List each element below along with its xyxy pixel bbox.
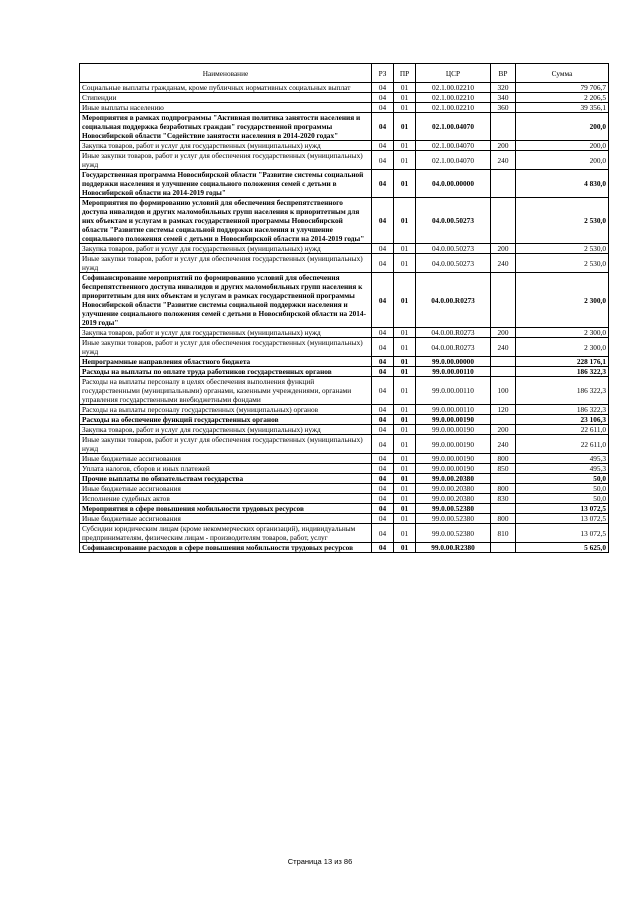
- table-row: [80, 244, 609, 254]
- cell-csr: 99.0.00.00110: [416, 367, 491, 377]
- cell-pr: 01: [394, 151, 416, 170]
- cell-csr: 02.1.00.04070: [416, 141, 491, 151]
- cell-pr: 01: [394, 170, 416, 198]
- cell-pr: 01: [394, 113, 416, 141]
- cell-vr: 100: [491, 377, 516, 405]
- cell-pr: 01: [394, 141, 416, 151]
- cell-pr: 01: [394, 244, 416, 254]
- cell-sum: 4 830,0: [516, 170, 609, 198]
- cell-csr: 02.1.00.02210: [416, 83, 491, 93]
- cell-csr: 99.0.00.00190: [416, 435, 491, 454]
- cell-rz: 04: [372, 543, 394, 553]
- cell-sum: 495,3: [516, 454, 609, 464]
- cell-vr: [491, 170, 516, 198]
- cell-vr: [491, 474, 516, 484]
- cell-rz: 04: [372, 435, 394, 454]
- cell-pr: 01: [394, 367, 416, 377]
- cell-rz: 04: [372, 454, 394, 464]
- cell-sum: 186 322,3: [516, 377, 609, 405]
- table-row: [80, 484, 609, 494]
- table-row: [80, 474, 609, 484]
- cell-sum: 228 176,1: [516, 357, 609, 367]
- cell-vr: [491, 113, 516, 141]
- cell-pr: 01: [394, 494, 416, 504]
- cell-vr: [491, 273, 516, 328]
- cell-sum: 200,0: [516, 141, 609, 151]
- cell-vr: 830: [491, 494, 516, 504]
- cell-rz: 04: [372, 524, 394, 543]
- cell-vr: [491, 415, 516, 425]
- table-row: [80, 103, 609, 113]
- cell-pr: 01: [394, 93, 416, 103]
- cell-sum: 186 322,3: [516, 367, 609, 377]
- cell-pr: 01: [394, 474, 416, 484]
- cell-name: Закупка товаров, работ и услуг для государственных (муниципальных) нужд: [80, 244, 372, 254]
- table-row: [80, 338, 609, 357]
- cell-pr: 01: [394, 454, 416, 464]
- header-csr: ЦСР: [416, 64, 491, 83]
- cell-vr: 800: [491, 484, 516, 494]
- cell-vr: 850: [491, 464, 516, 474]
- table-row: [80, 357, 609, 367]
- cell-sum: 2 530,0: [516, 244, 609, 254]
- cell-csr: 99.0.00.52380: [416, 514, 491, 524]
- cell-csr: 99.0.00.00190: [416, 454, 491, 464]
- cell-name: Софинансирование расходов в сфере повышения мобильности трудовых ресурсов: [80, 543, 372, 553]
- table-row: [80, 524, 609, 543]
- cell-sum: 2 530,0: [516, 254, 609, 273]
- cell-sum: 5 625,0: [516, 543, 609, 553]
- cell-csr: 02.1.00.04070: [416, 113, 491, 141]
- cell-rz: 04: [372, 141, 394, 151]
- cell-vr: 800: [491, 514, 516, 524]
- cell-csr: 99.0.00.52380: [416, 524, 491, 543]
- cell-name: Закупка товаров, работ и услуг для государственных (муниципальных) нужд: [80, 328, 372, 338]
- cell-name: Иные закупки товаров, работ и услуг для обеспечения государственных (муниципальных) нужд: [80, 435, 372, 454]
- cell-pr: 01: [394, 464, 416, 474]
- cell-name: Иные бюджетные ассигнования: [80, 514, 372, 524]
- cell-pr: 01: [394, 83, 416, 93]
- table-row: [80, 504, 609, 514]
- cell-vr: [491, 367, 516, 377]
- cell-pr: 01: [394, 484, 416, 494]
- cell-rz: 04: [372, 198, 394, 244]
- table-body: [80, 83, 609, 553]
- cell-pr: 01: [394, 198, 416, 244]
- cell-sum: 50,0: [516, 474, 609, 484]
- cell-name: Иные закупки товаров, работ и услуг для обеспечения государственных (муниципальных) нужд: [80, 338, 372, 357]
- cell-rz: 04: [372, 338, 394, 357]
- cell-vr: 810: [491, 524, 516, 543]
- cell-csr: 99.0.00.00190: [416, 425, 491, 435]
- cell-sum: 23 106,3: [516, 415, 609, 425]
- cell-sum: 22 611,0: [516, 435, 609, 454]
- cell-name: Мероприятия в сфере повышения мобильности трудовых ресурсов: [80, 504, 372, 514]
- cell-sum: 39 356,1: [516, 103, 609, 113]
- cell-pr: 01: [394, 328, 416, 338]
- cell-csr: 99.0.00.20380: [416, 494, 491, 504]
- cell-pr: 01: [394, 273, 416, 328]
- cell-name: Расходы на выплаты персоналу государственных (муниципальных) органов: [80, 405, 372, 415]
- cell-csr: 99.0.00.00190: [416, 415, 491, 425]
- cell-name: Иные выплаты населению: [80, 103, 372, 113]
- cell-csr: 04.0.00.R0273: [416, 273, 491, 328]
- header-vr: ВР: [491, 64, 516, 83]
- cell-rz: 04: [372, 170, 394, 198]
- cell-vr: 240: [491, 338, 516, 357]
- cell-csr: 99.0.00.00000: [416, 357, 491, 367]
- cell-pr: 01: [394, 415, 416, 425]
- table-row: [80, 377, 609, 405]
- cell-rz: 04: [372, 151, 394, 170]
- cell-sum: 22 611,0: [516, 425, 609, 435]
- table-row: [80, 141, 609, 151]
- cell-csr: 02.1.00.02210: [416, 103, 491, 113]
- table-row: [80, 543, 609, 553]
- cell-sum: 2 206,5: [516, 93, 609, 103]
- table-row: [80, 435, 609, 454]
- cell-rz: 04: [372, 474, 394, 484]
- table-row: [80, 367, 609, 377]
- cell-sum: 200,0: [516, 113, 609, 141]
- table-row: [80, 273, 609, 328]
- table-row: [80, 494, 609, 504]
- cell-pr: 01: [394, 377, 416, 405]
- table-row: [80, 514, 609, 524]
- cell-pr: 01: [394, 514, 416, 524]
- cell-name: Закупка товаров, работ и услуг для государственных (муниципальных) нужд: [80, 141, 372, 151]
- cell-rz: 04: [372, 484, 394, 494]
- cell-rz: 04: [372, 405, 394, 415]
- cell-rz: 04: [372, 357, 394, 367]
- table-row: [80, 113, 609, 141]
- cell-rz: 04: [372, 494, 394, 504]
- cell-name: Расходы на выплаты по оплате труда работников государственных органов: [80, 367, 372, 377]
- cell-csr: 04.0.00.50273: [416, 198, 491, 244]
- cell-csr: 99.0.00.52380: [416, 504, 491, 514]
- cell-rz: 04: [372, 328, 394, 338]
- cell-sum: 13 072,5: [516, 514, 609, 524]
- cell-sum: 13 072,5: [516, 504, 609, 514]
- cell-pr: 01: [394, 524, 416, 543]
- cell-rz: 04: [372, 83, 394, 93]
- cell-name: Расходы на выплаты персоналу в целях обеспечения выполнения функций государственными (муниципальными) органами, казенными учреждениями, органами управления государственными внебюджетными фондами: [80, 377, 372, 405]
- cell-csr: 99.0.00.R2380: [416, 543, 491, 553]
- cell-pr: 01: [394, 357, 416, 367]
- table-row: [80, 83, 609, 93]
- cell-vr: [491, 198, 516, 244]
- cell-name: Иные бюджетные ассигнования: [80, 484, 372, 494]
- cell-name: Иные бюджетные ассигнования: [80, 454, 372, 464]
- cell-rz: 04: [372, 244, 394, 254]
- cell-csr: 04.0.00.R0273: [416, 338, 491, 357]
- cell-rz: 04: [372, 425, 394, 435]
- cell-csr: 04.0.00.00000: [416, 170, 491, 198]
- cell-name: Уплата налогов, сборов и иных платежей: [80, 464, 372, 474]
- cell-name: Исполнение судебных актов: [80, 494, 372, 504]
- cell-name: Мероприятия по формированию условий для обеспечения беспрепятственного доступа инвалидов и других маломобильных групп населения к приоритетным для них объектам и услугам в рамках государственной программы Новосибирской области "Развитие системы социальной поддержки населения и улучшение социального положения семей с детьми в Новосибирской области на 2014-2019 годы": [80, 198, 372, 244]
- cell-pr: 01: [394, 504, 416, 514]
- table-row: [80, 151, 609, 170]
- cell-rz: 04: [372, 514, 394, 524]
- cell-name: Стипендии: [80, 93, 372, 103]
- cell-vr: [491, 543, 516, 553]
- cell-pr: 01: [394, 425, 416, 435]
- cell-pr: 01: [394, 405, 416, 415]
- cell-csr: 99.0.00.20380: [416, 484, 491, 494]
- cell-rz: 04: [372, 464, 394, 474]
- cell-name: Мероприятия в рамках подпрограммы "Активная политика занятости населения и социальная поддержка безработных граждан" государственной программы Новосибирской области "Содействие занятости населения в 2014-2020 годах": [80, 113, 372, 141]
- cell-name: Иные закупки товаров, работ и услуг для обеспечения государственных (муниципальных) нужд: [80, 254, 372, 273]
- cell-vr: 360: [491, 103, 516, 113]
- cell-rz: 04: [372, 377, 394, 405]
- cell-sum: 79 706,7: [516, 83, 609, 93]
- cell-csr: 04.0.00.50273: [416, 254, 491, 273]
- cell-sum: 186 322,3: [516, 405, 609, 415]
- cell-vr: 240: [491, 435, 516, 454]
- page-number: Страница 13 из 86: [287, 857, 353, 866]
- header-pr: ПР: [394, 64, 416, 83]
- cell-csr: 99.0.00.00110: [416, 377, 491, 405]
- table-row: [80, 464, 609, 474]
- header-rz: РЗ: [372, 64, 394, 83]
- cell-vr: 200: [491, 141, 516, 151]
- header-name: Наименование: [80, 64, 372, 83]
- cell-rz: 04: [372, 93, 394, 103]
- header-sum: Сумма: [516, 64, 609, 83]
- cell-csr: 04.0.00.50273: [416, 244, 491, 254]
- cell-csr: 99.0.00.00110: [416, 405, 491, 415]
- cell-sum: 2 300,0: [516, 273, 609, 328]
- cell-sum: 50,0: [516, 484, 609, 494]
- cell-vr: 120: [491, 405, 516, 415]
- cell-name: Закупка товаров, работ и услуг для государственных (муниципальных) нужд: [80, 425, 372, 435]
- cell-name: Субсидии юридическим лицам (кроме некоммерческих организаций), индивидуальным предпринимателям, физическим лицам - производителям товаров, работ, услуг: [80, 524, 372, 543]
- table-row: [80, 93, 609, 103]
- cell-pr: 01: [394, 254, 416, 273]
- table-row: [80, 198, 609, 244]
- cell-sum: 2 300,0: [516, 328, 609, 338]
- cell-name: Государственная программа Новосибирской области "Развитие системы социальной поддержки населения и улучшение социального положения семей с детьми в Новосибирской области на 2014-2019 годы": [80, 170, 372, 198]
- cell-vr: 240: [491, 254, 516, 273]
- cell-csr: 99.0.00.00190: [416, 464, 491, 474]
- cell-csr: 04.0.00.R0273: [416, 328, 491, 338]
- table-row: [80, 415, 609, 425]
- cell-rz: 04: [372, 273, 394, 328]
- cell-rz: 04: [372, 367, 394, 377]
- table-row: [80, 170, 609, 198]
- cell-csr: 02.1.00.04070: [416, 151, 491, 170]
- cell-rz: 04: [372, 254, 394, 273]
- cell-vr: 240: [491, 151, 516, 170]
- cell-name: Непрограммные направления областного бюджета: [80, 357, 372, 367]
- cell-sum: 50,0: [516, 494, 609, 504]
- cell-pr: 01: [394, 435, 416, 454]
- cell-name: Иные закупки товаров, работ и услуг для обеспечения государственных (муниципальных) нужд: [80, 151, 372, 170]
- cell-vr: 340: [491, 93, 516, 103]
- table-row: [80, 425, 609, 435]
- table-row: [80, 328, 609, 338]
- table-row: [80, 405, 609, 415]
- table-row: [80, 254, 609, 273]
- cell-rz: 04: [372, 103, 394, 113]
- cell-rz: 04: [372, 415, 394, 425]
- cell-vr: 320: [491, 83, 516, 93]
- cell-vr: 200: [491, 328, 516, 338]
- cell-rz: 04: [372, 504, 394, 514]
- cell-vr: [491, 357, 516, 367]
- cell-csr: 02.1.00.02210: [416, 93, 491, 103]
- cell-name: Социальные выплаты гражданам, кроме публичных нормативных социальных выплат: [80, 83, 372, 93]
- cell-name: Расходы на обеспечение функций государственных органов: [80, 415, 372, 425]
- cell-sum: 2 300,0: [516, 338, 609, 357]
- cell-csr: 99.0.00.20380: [416, 474, 491, 484]
- cell-pr: 01: [394, 338, 416, 357]
- cell-vr: 200: [491, 425, 516, 435]
- cell-name: Софинансирование мероприятий по формированию условий для обеспечения беспрепятственного доступа инвалидов и других маломобильных групп населения к приоритетным для них объектам и услугам в рамках государственной программы Новосибирской области "Развитие системы социальной поддержки населения и улучшение социального положения семей с детьми в Новосибирской области на 2014-2019 годы": [80, 273, 372, 328]
- cell-vr: 800: [491, 454, 516, 464]
- cell-sum: 495,3: [516, 464, 609, 474]
- cell-vr: [491, 504, 516, 514]
- table-header-row: [80, 64, 609, 83]
- budget-table: [79, 63, 609, 553]
- cell-vr: 200: [491, 244, 516, 254]
- cell-pr: 01: [394, 543, 416, 553]
- cell-rz: 04: [372, 113, 394, 141]
- cell-sum: 13 072,5: [516, 524, 609, 543]
- cell-sum: 200,0: [516, 151, 609, 170]
- table-row: [80, 454, 609, 464]
- cell-pr: 01: [394, 103, 416, 113]
- cell-name: Прочие выплаты по обязательствам государства: [80, 474, 372, 484]
- cell-sum: 2 530,0: [516, 198, 609, 244]
